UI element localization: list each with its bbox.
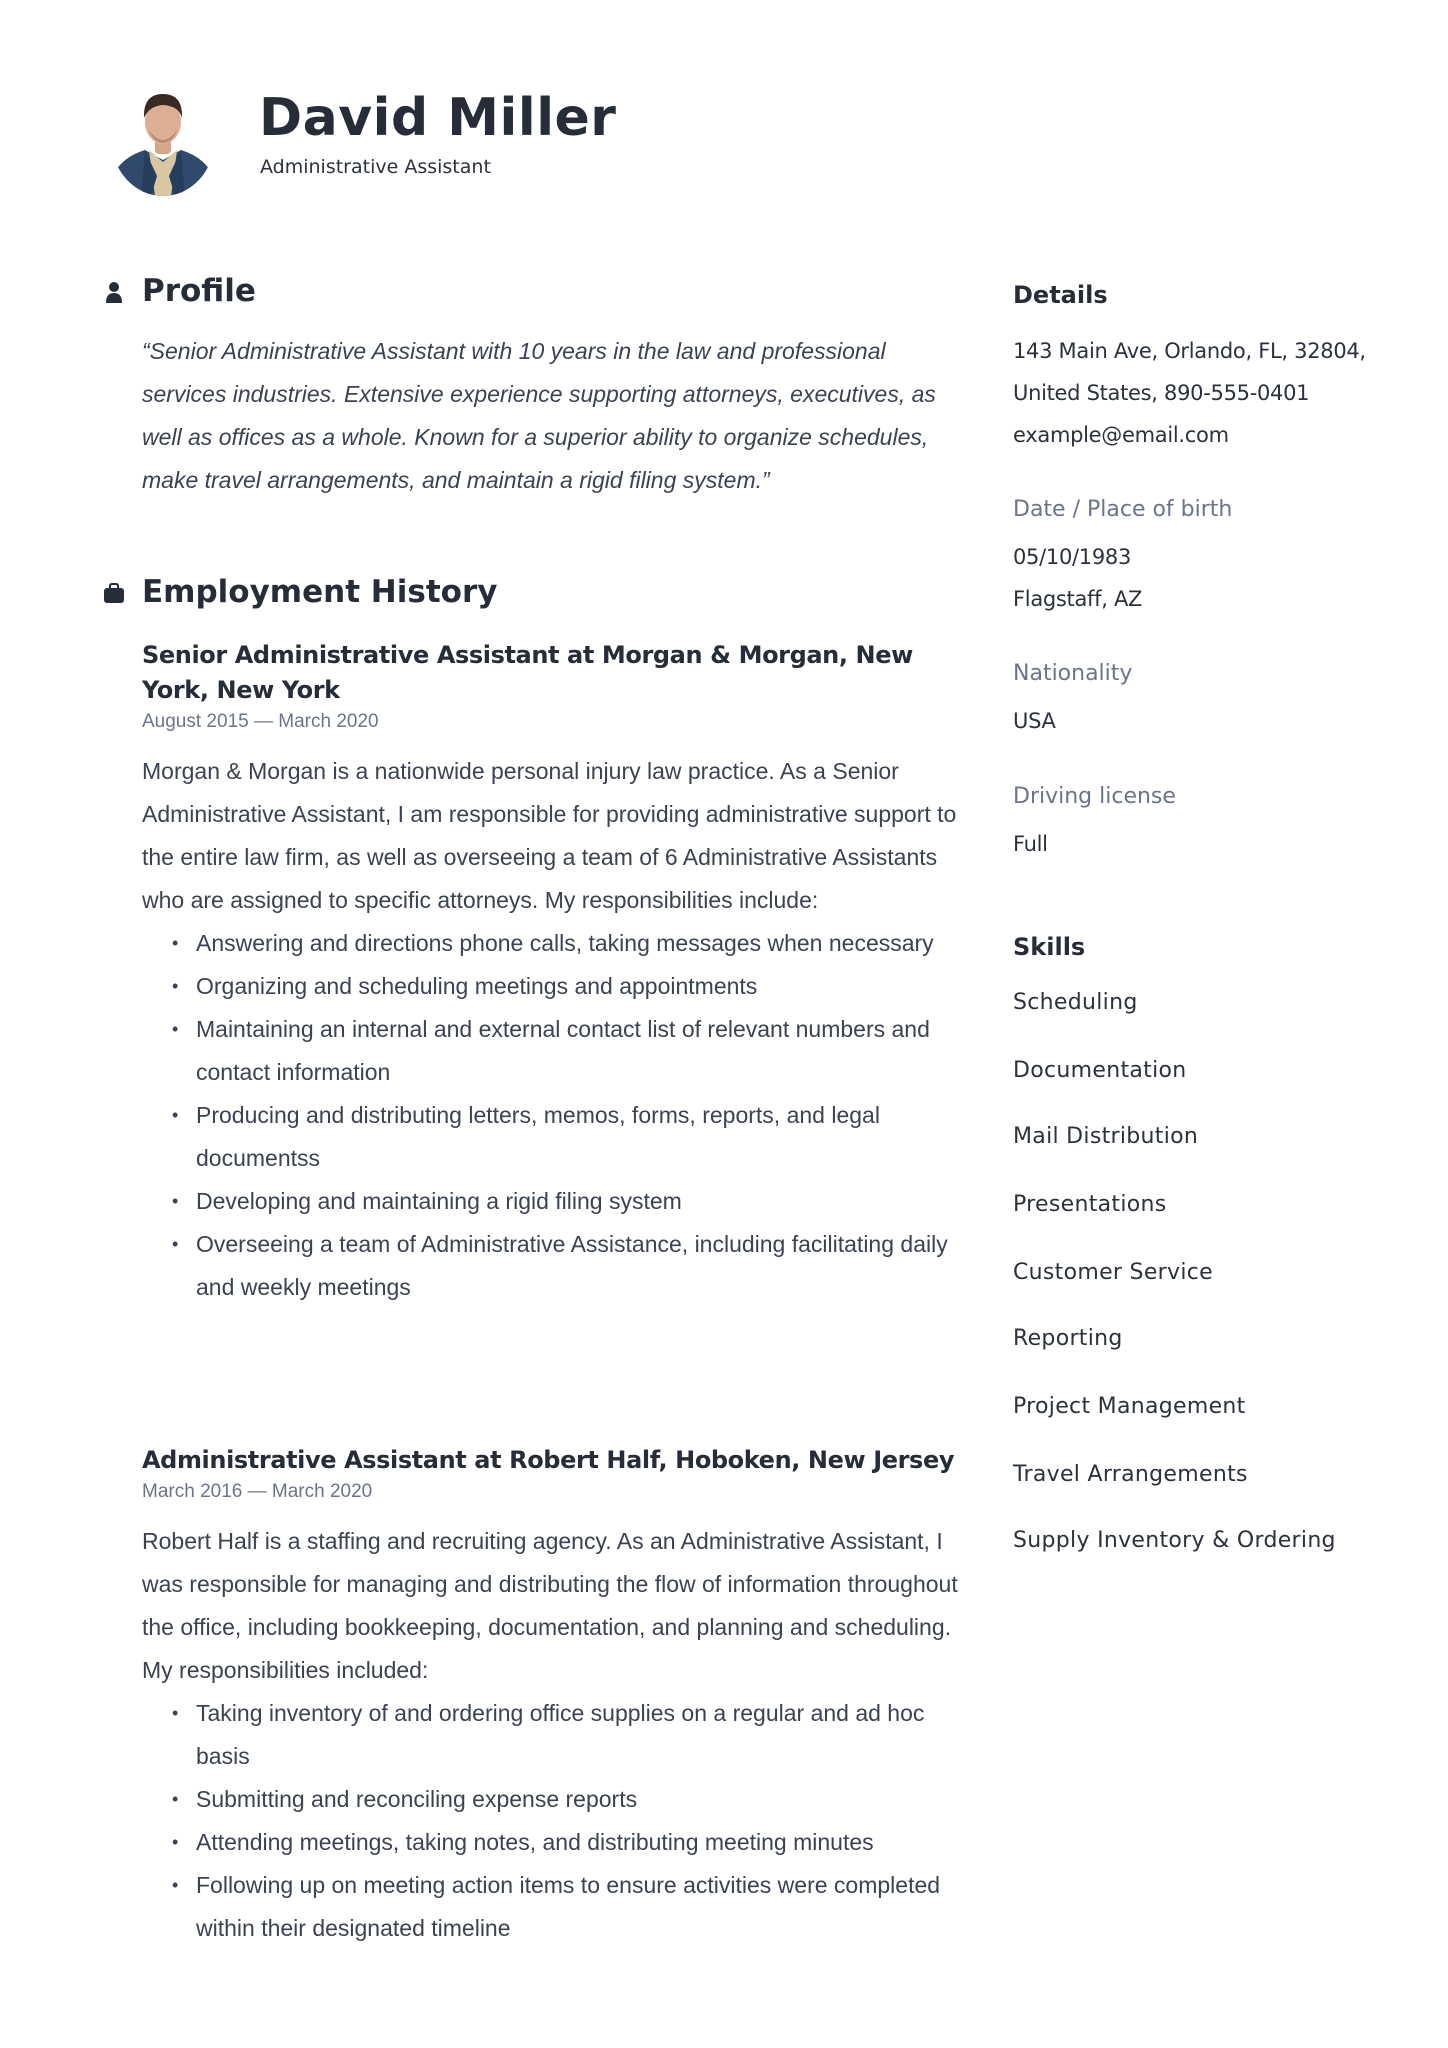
responsibility-item: • Maintaining an internal and external contact list of relevant numbers and contact information [196, 1008, 962, 1094]
birth-place: Flagstaff, AZ [1013, 587, 1143, 611]
skills-heading: Skills [1013, 933, 1086, 961]
skill-item: Travel Arrangements [1013, 1462, 1248, 1487]
responsibility-item: • Answering and directions phone calls, taking messages when necessary [196, 922, 962, 965]
responsibility-item: • Organizing and scheduling meetings and appointments [196, 965, 962, 1008]
profile-photo [111, 80, 215, 196]
details-heading: Details [1013, 281, 1108, 309]
address-phone-line: United States, 890-555-0401 [1013, 381, 1310, 405]
job-responsibilities [142, 1692, 962, 1950]
responsibility-item: • Attending meetings, taking notes, and distributing meeting minutes [196, 1821, 962, 1864]
responsibility-item: • Developing and maintaining a rigid filing system [196, 1180, 962, 1223]
skill-item: Documentation [1013, 1058, 1187, 1083]
skill-item: Reporting [1013, 1326, 1123, 1351]
birth-label: Date / Place of birth [1013, 497, 1233, 522]
job-title: Administrative Assistant at Robert Half, Hoboken, New Jersey [142, 1446, 955, 1474]
nationality-value: USA [1013, 709, 1056, 733]
responsibility-item: • Taking inventory of and ordering office supplies on a regular and ad hoc basis [196, 1692, 962, 1778]
birth-date: 05/10/1983 [1013, 545, 1132, 569]
person-icon [104, 281, 124, 305]
skill-item: Mail Distribution [1013, 1124, 1199, 1149]
job-responsibilities [142, 922, 962, 1309]
skill-item: Presentations [1013, 1192, 1167, 1217]
job-dates: August 2015 — March 2020 [142, 711, 379, 732]
license-value: Full [1013, 832, 1048, 856]
job-description: Morgan & Morgan is a nationwide personal injury law practice. As a Senior Administrative Assistant, I am responsible for providing administrative support to the entire law firm, as well as overseeing a team of 6 Administrative Assistants who are assigned to specific attorneys. My responsibilities include: [142, 758, 957, 913]
job-description: Robert Half is a staffing and recruiting agency. As an Administrative Assistant, I was responsible for managing and distributing the flow of information throughout the office, including bookkeeping, documentation, and planning and scheduling. My responsibilities included: [142, 1528, 958, 1683]
job-dates: March 2016 — March 2020 [142, 1481, 373, 1502]
skills-section [1013, 933, 1393, 961]
candidate-name: David Miller [259, 88, 617, 148]
details-section [1013, 281, 1393, 309]
employment-heading: Employment History [142, 574, 498, 610]
job-title: Senior Administrative Assistant at Morgan & Morgan, New York, New York [142, 641, 913, 704]
avatar-icon [111, 80, 215, 196]
responsibility-item: • Overseeing a team of Administrative Assistance, including facilitating daily and weekly meetings [196, 1223, 962, 1309]
responsibility-item: • Producing and distributing letters, memos, forms, reports, and legal documentss [196, 1094, 962, 1180]
license-label: Driving license [1013, 784, 1176, 809]
profile-heading: Profile [142, 273, 256, 309]
email-link[interactable]: example@email.com [1013, 423, 1229, 447]
skill-item: Supply Inventory & Ordering [1013, 1528, 1336, 1553]
profile-text: “Senior Administrative Assistant with 10 years in the law and professional services industries. Extensive experience supporting attorneys, executives, as well as offices as a whole. Known for a superior ability to organize schedules, make travel arrangements, and maintain a rigid filing system.” [142, 338, 936, 493]
responsibility-item: • Submitting and reconciling expense reports [196, 1778, 962, 1821]
contact-info [1013, 330, 1393, 456]
job-entry [142, 1443, 962, 1950]
responsibility-item: • Following up on meeting action items to ensure activities were completed within their designated timeline [196, 1864, 962, 1950]
nationality-label: Nationality [1013, 661, 1133, 686]
birth-info [1013, 497, 1393, 522]
license-info [1013, 784, 1393, 809]
skill-item: Scheduling [1013, 990, 1138, 1015]
skill-item: Project Management [1013, 1394, 1246, 1419]
nationality-info [1013, 661, 1393, 686]
address-line: 143 Main Ave, Orlando, FL, 32804, [1013, 339, 1366, 363]
candidate-job-title: Administrative Assistant [260, 156, 491, 178]
profile-summary [142, 330, 962, 502]
briefcase-icon [103, 583, 123, 607]
skill-item: Customer Service [1013, 1260, 1213, 1285]
job-entry [142, 638, 962, 1309]
